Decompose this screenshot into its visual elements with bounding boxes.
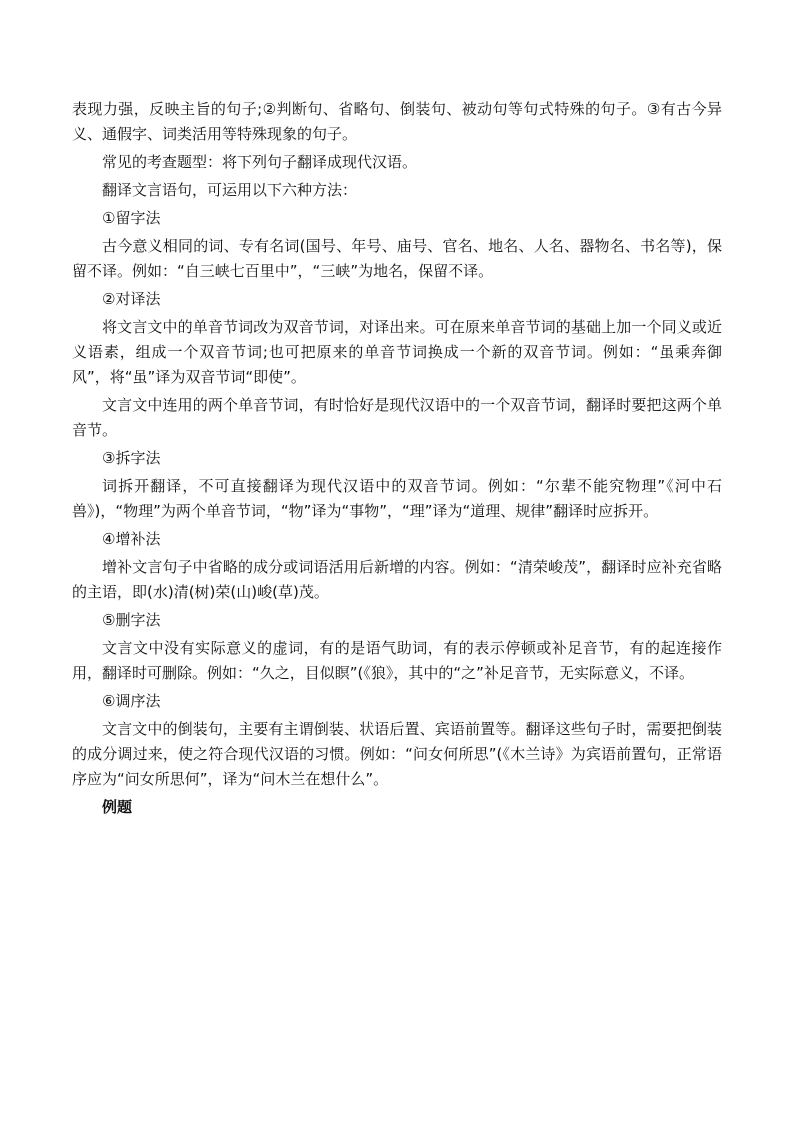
heading-delete-method: ⑤删字法 [102,611,161,629]
paragraph-question-type: 常见的考查题型：将下列句子翻译成现代汉语。 [102,153,418,171]
heading-supplement-method: ④增补法 [102,530,161,548]
heading-reorder-method: ⑥调序法 [102,692,161,710]
paragraph-retain-method: 古今意义相同的词、专有名词(国号、年号、庙号、官名、地名、人名、器物名、书名等)，保留不译。例如：“自三峡七百里中”，“三峡”为地名，保留不译。 [72,237,722,280]
paragraph-supplement-method: 增补文言句子中省略的成分或词语活用后新增的内容。例如：“清荣峻茂”，翻译时应补充省略的主语，即(水)清(树)荣(山)峻(草)茂。 [72,558,722,601]
paragraph-reorder-method: 文言文中的倒装句，主要有主谓倒装、状语后置、宾语前置等。翻译这些句子时，需要把倒装的成分调过来，使之符合现代汉语的习惯。例如：“问女何所思”(《木兰诗》为宾语前置句，正常语序应为“问女所思何”，译为“问木兰在想什么”。 [72,720,722,788]
paragraph-methods-intro: 翻译文言语句，可运用以下六种方法： [102,181,358,199]
paragraph-pairing-method: 将文言文中的单音节词改为双音节词，对译出来。可在原来单音节词的基础上加一个同义或近义语素，组成一个双音节词;也可把原来的单音节词换成一个新的双音节词。例如：“虽乘奔御风”，将“虽”译为双音节词“即使”。 [72,318,722,386]
heading-split-method: ③拆字法 [102,449,161,467]
paragraph-pairing-note: 文言文中连用的两个单音节词，有时恰好是现代汉语中的一个双音节词，翻译时要把这两个单音节。 [72,396,722,439]
paragraph-continuation: 表现力强，反映主旨的句子;②判断句、省略句、倒装句、被动句等句式特殊的句子。③有古今异义、通假字、词类活用等特殊现象的句子。 [72,100,722,143]
heading-pairing-method: ②对译法 [102,290,161,308]
paragraph-split-method: 词拆开翻译，不可直接翻译为现代汉语中的双音节词。例如：“尔辈不能究物理”《河中石兽》)，“物理”为两个单音节词，“物”译为“事物”，“理”译为“道理、规律”翻译时应拆开。 [72,477,722,520]
heading-retain-method: ①留字法 [102,209,161,227]
paragraph-delete-method: 文言文中没有实际意义的虚词，有的是语气助词，有的表示停顿或补足音节，有的起连接作用，翻译时可删除。例如：“久之，目似瞑”(《狼》，其中的“之”补足音节，无实际意义，不译。 [72,639,722,682]
document-body [72,97,722,820]
heading-examples: 例题 [102,798,133,816]
